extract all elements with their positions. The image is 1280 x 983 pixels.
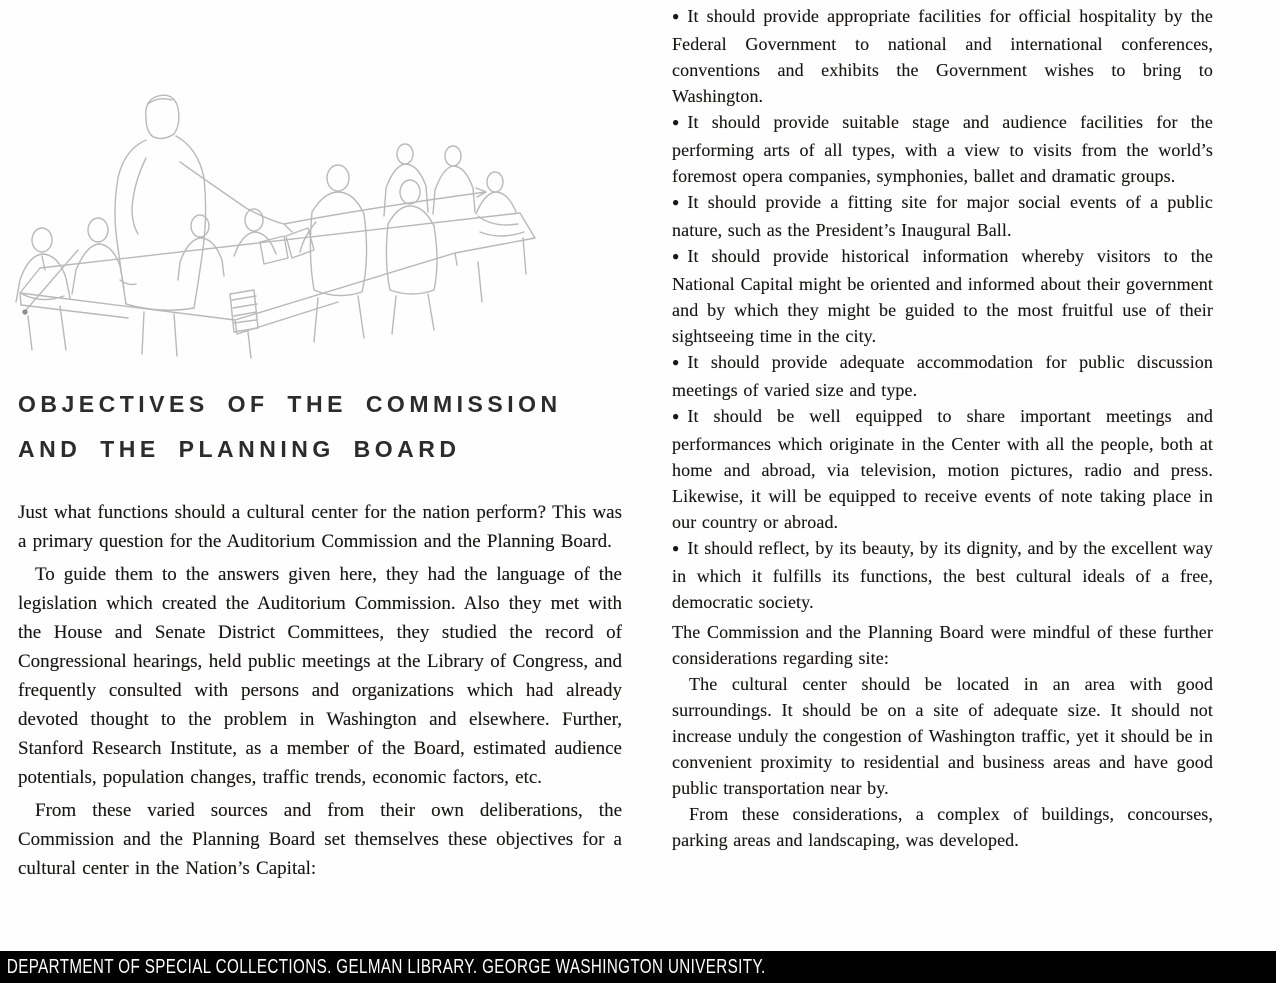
objective-text: It should provide suitable stage and audience facilities for the performing arts of all types, with a view to visits from the world’s foremost opera companies, symphonies, ballet and dramatic groups. [672,112,1213,186]
body-paragraph: The Commission and the Planning Board were mindful of these further considerations regarding site: [672,622,1213,668]
site-considerations-block [672,619,1213,853]
bullet-icon: ● [672,355,680,369]
bullet-icon: ● [672,115,680,129]
body-paragraph: From these varied sources and from their own deliberations, the Commission and the Planning Board set themselves these objectives for a cultural center in the Nation’s Capital: [18,800,622,879]
body-paragraph: Just what functions should a cultural center for the nation perform? This was a primary question for the Auditorium Commission and the Planning Board. [18,502,622,552]
seated-figure [234,209,288,264]
objective-text: It should provide adequate accommodation for public discussion meetings of varied size and type. [672,352,1213,400]
objective-text: It should provide historical information whereby visitors to the National Capital might be oriented and informed about their government and by which they might be guided to the most fruitful use of their sightseeing time in the city. [672,246,1213,346]
body-paragraph: The cultural center should be located in an area with good surroundings. It should be on a site of adequate size. It should not increase unduly the congestion of Washington traffic, yet it should be in convenient proximity to residential and business areas and have good public transportation near by. [672,674,1213,798]
bullet-icon: ● [672,249,680,263]
right-column-objectives [672,3,1213,853]
left-column-body [18,498,622,883]
bullet-icon: ● [672,541,680,555]
papers-on-table [230,290,258,332]
body-paragraph: To guide them to the answers given here, they had the language of the legislation which created the Auditorium Commission. Also they met with the House and Senate District Committees, they studied the record of Congressional hearings, held public meetings at the Library of Congress, and frequently consulted with persons and organizations which had already devoted thought to the problem in Washington and elsewhere. Further, Stanford Research Institute, as a member of the Board, estimated audience potentials, population changes, traffic trends, economic factors, etc. [18,564,622,788]
pointer-stick-tip [22,309,27,314]
heading-line-2: AND THE PLANNING BOARD [18,436,461,462]
section-heading [18,382,622,472]
objective-item [672,243,1213,349]
standing-presenter-figure [115,95,486,356]
archive-credit-text: DEPARTMENT OF SPECIAL COLLECTIONS. GELMAN LIBRARY. GEORGE WASHINGTON UNIVERSITY. [6,955,766,978]
table-outline [20,213,535,320]
seated-figure [72,218,136,294]
objective-text: It should provide appropriate facilities for official hospitality by the Federal Government to national and international conferences, conventions and exhibits the Government wishes to bring to Washington. [672,6,1213,106]
objective-item [672,349,1213,403]
committee-sketch-illustration [8,66,554,360]
foreground-figure [286,165,367,342]
objective-item [672,3,1213,109]
committee-sketch-drawing [8,66,554,360]
body-paragraph: From these considerations, a complex of buildings, concourses, parking areas and landscaping, was developed. [672,804,1213,850]
seated-figure [476,172,524,236]
table-legs [28,238,526,358]
objective-item [672,189,1213,243]
pointer-stick [26,250,78,310]
objective-item [672,403,1213,535]
archive-footer-bar [0,951,1276,983]
bullet-icon: ● [672,409,680,423]
bullet-icon: ● [672,195,680,209]
heading-line-1: OBJECTIVES OF THE COMMISSION [18,391,562,417]
seated-figure [433,146,475,214]
bullet-icon: ● [672,9,680,23]
objective-text: It should reflect, by its beauty, by its dignity, and by the excellent way in which it fulfills its functions, the best cultural ideals of a free, democratic society. [672,538,1213,612]
objective-text: It should provide a fitting site for major social events of a public nature, such as the President’s Inaugural Ball. [672,192,1213,240]
objective-item [672,535,1213,615]
objective-item [672,109,1213,189]
objective-text: It should be well equipped to share important meetings and performances which originate in the Center with all the people, both at home and abroad, via television, motion pictures, radio and press. Likewise, it will be equipped to receive events of note taking place in our country or abroad. [672,406,1213,532]
